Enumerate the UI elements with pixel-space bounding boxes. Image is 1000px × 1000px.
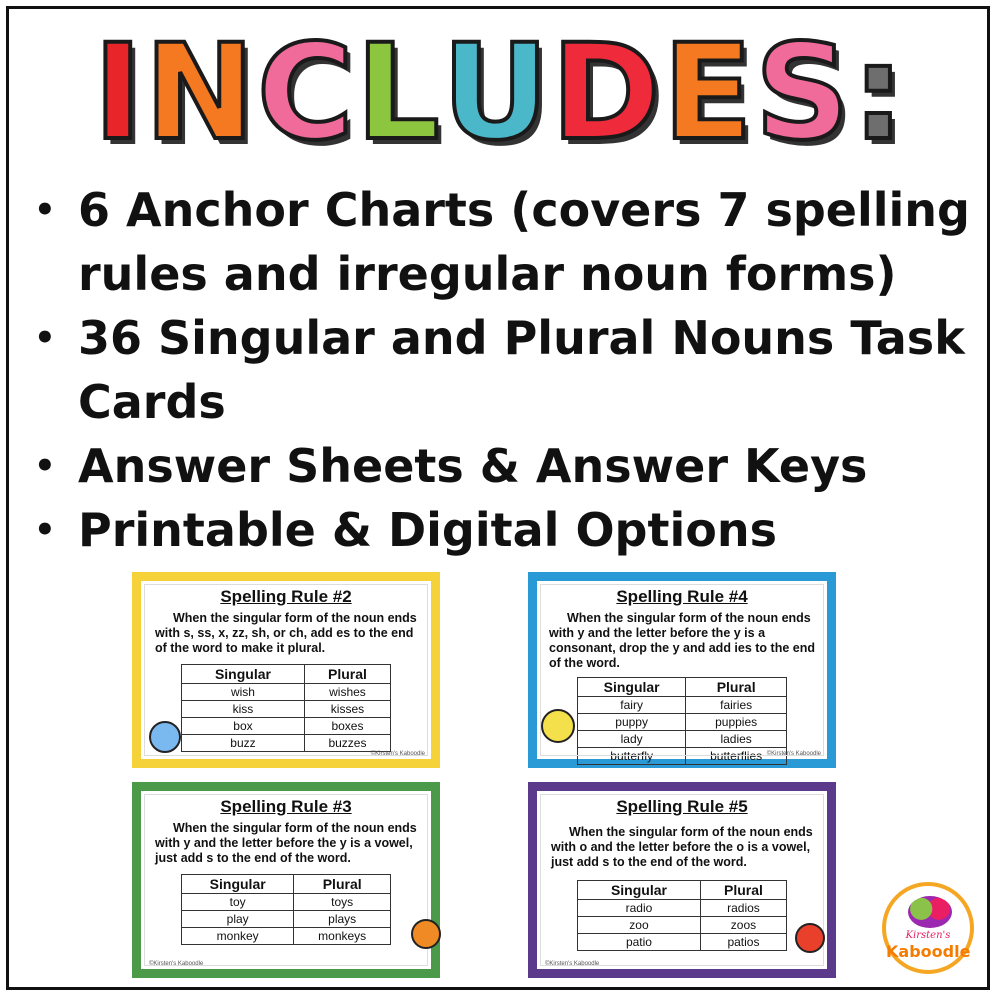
table-cell: zoo (578, 917, 701, 934)
table-cell: monkey (182, 928, 294, 945)
card-inner (144, 584, 428, 756)
table-cell: butterflies (686, 748, 787, 765)
mascot-icon (411, 919, 441, 949)
card-inner (144, 794, 428, 966)
brain-heart-icon (908, 896, 952, 928)
card-rule-title: Spelling Rule #3 (220, 797, 352, 816)
table-cell: toys (294, 894, 391, 911)
list-item (28, 178, 978, 306)
title-letter: U (441, 16, 552, 170)
list-item (28, 434, 978, 498)
mascot-icon (795, 923, 825, 953)
table-cell: toy (182, 894, 294, 911)
table-cell: wish (182, 684, 305, 701)
table-cell: zoos (700, 917, 786, 934)
table-cell: boxes (304, 718, 390, 735)
anchor-chart-card (132, 782, 440, 978)
title-letter: S (754, 16, 852, 170)
table-header: Plural (686, 678, 787, 697)
anchor-chart-card (528, 572, 836, 768)
table-cell: wishes (304, 684, 390, 701)
table-cell: plays (294, 911, 391, 928)
table-cell: patio (578, 934, 701, 951)
table-cell: patios (700, 934, 786, 951)
table-header: Singular (578, 678, 686, 697)
table-header: Plural (700, 881, 786, 900)
table-header: Singular (578, 881, 701, 900)
card-rule-title: Spelling Rule #2 (220, 587, 352, 606)
title-letter: : (851, 16, 907, 170)
card-description: When the singular form of the noun ends with o and the letter before the o is a vowel, just add s to the end of the word. (551, 825, 813, 869)
brand-logo (882, 882, 974, 974)
table-cell: box (182, 718, 305, 735)
table-header: Singular (182, 665, 305, 684)
bullet-icon: • (34, 190, 56, 230)
card-description: When the singular form of the noun ends with s, ss, x, zz, sh, or ch, add es to the end of the word to make it plural. (155, 611, 417, 655)
table-cell: puppies (686, 714, 787, 731)
logo-line2: Kaboodle (886, 942, 971, 961)
title-letter: E (662, 16, 755, 170)
title-letter: C (256, 16, 356, 170)
title-letter: D (551, 16, 663, 170)
table-cell: ladies (686, 731, 787, 748)
list-item (28, 498, 978, 562)
table-cell: puppy (578, 714, 686, 731)
bullet-icon: • (34, 446, 56, 486)
anchor-chart-card (132, 572, 440, 768)
list-item-text: Answer Sheets & Answer Keys (78, 439, 868, 493)
card-description: When the singular form of the noun ends with y and the letter before the y is a vowel, just add s to the end of the word. (155, 821, 417, 865)
list-item-text: Printable & Digital Options (78, 503, 777, 557)
anchor-chart-card (528, 782, 836, 978)
list-item (28, 306, 978, 434)
title-letter: L (355, 16, 442, 170)
table-cell: radio (578, 900, 701, 917)
table-header: Plural (304, 665, 390, 684)
page-title (0, 18, 1000, 168)
title-letter: I (93, 16, 145, 170)
table-cell: butterfly (578, 748, 686, 765)
card-inner (540, 794, 824, 966)
bullet-icon: • (34, 318, 56, 358)
mascot-icon (149, 721, 181, 753)
table-cell: lady (578, 731, 686, 748)
card-rule-title: Spelling Rule #5 (616, 797, 748, 816)
includes-list (28, 178, 978, 562)
card-inner (540, 584, 824, 756)
table-cell: fairies (686, 697, 787, 714)
table-cell: play (182, 911, 294, 928)
table-cell: kiss (182, 701, 305, 718)
mascot-icon (541, 709, 575, 743)
table-header: Singular (182, 875, 294, 894)
copyright: ©Kirsten's Kaboodle (149, 961, 204, 967)
bullet-icon: • (34, 510, 56, 550)
list-item-text: 6 Anchor Charts (covers 7 spelling rules and irregular noun forms) (78, 183, 970, 301)
table-cell: radios (700, 900, 786, 917)
table-header: Plural (294, 875, 391, 894)
table-cell: buzz (182, 735, 305, 752)
table-cell: buzzes (304, 735, 390, 752)
card-rule-title: Spelling Rule #4 (616, 587, 748, 606)
copyright: ©Kirsten's Kaboodle (545, 961, 600, 967)
table-cell: fairy (578, 697, 686, 714)
list-item-text: 36 Singular and Plural Nouns Task Cards (78, 311, 965, 429)
logo-line1: Kirsten's (905, 930, 951, 941)
table-cell: monkeys (294, 928, 391, 945)
card-description: When the singular form of the noun ends with y and the letter before the y is a consonant, drop the y and add ies to the end of the word. (549, 611, 815, 670)
copyright: ©Kirsten's Kaboodle (766, 751, 821, 757)
title-letter: N (144, 16, 257, 170)
copyright: ©Kirsten's Kaboodle (370, 751, 425, 757)
table-cell: kisses (304, 701, 390, 718)
